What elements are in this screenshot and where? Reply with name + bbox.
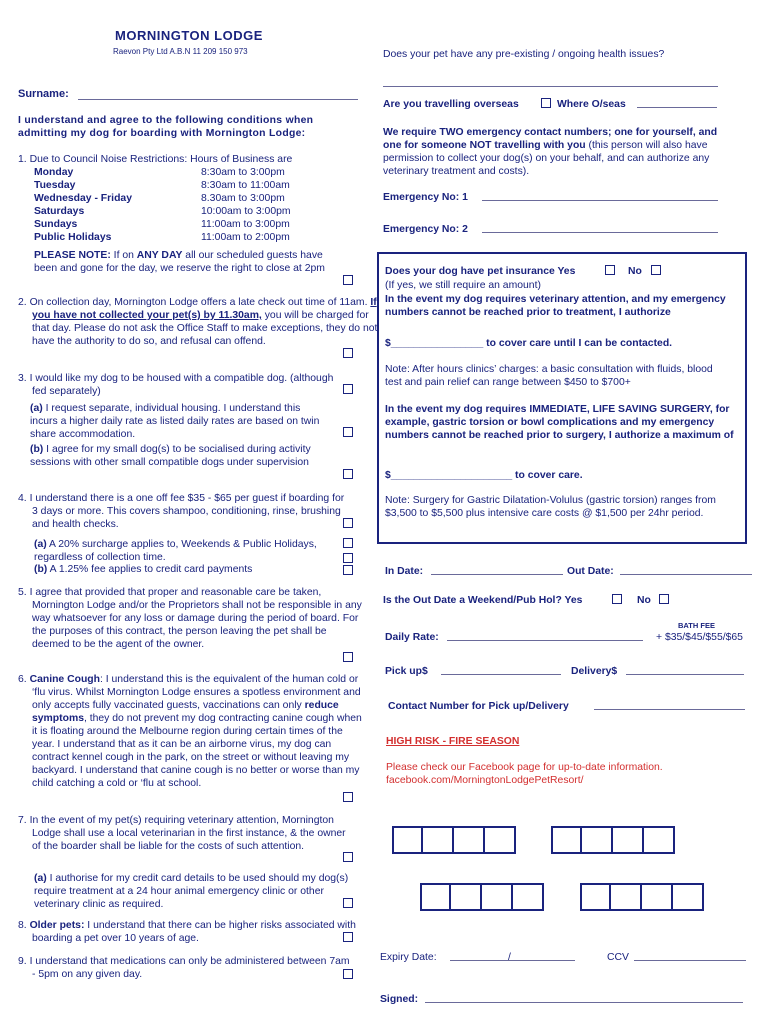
card-digit-box[interactable] (613, 826, 644, 854)
condition-4-checkbox[interactable] (343, 518, 353, 528)
card-digit-box[interactable] (673, 883, 704, 911)
facebook-note: Please check our Facebook page for up-to-date information. facebook.com/MorningtonLodgePetResort/ (386, 762, 663, 786)
card-digit-box[interactable] (392, 826, 423, 854)
vet-amount-field[interactable]: $________________ to cover care until I can be contacted. (385, 338, 673, 349)
surgery-amount-field[interactable]: $_____________________ to cover care. (385, 470, 583, 481)
card-digit-box[interactable] (420, 883, 451, 911)
emergency-2-label: Emergency No: 2 (383, 224, 468, 235)
ccv-field[interactable] (634, 960, 746, 961)
schedule-day: Wednesday - Friday (34, 193, 132, 204)
weekend-question: Is the Out Date a Weekend/Pub Hol? Yes (383, 595, 583, 606)
overseas-checkbox[interactable] (541, 98, 551, 108)
card-digit-box[interactable] (644, 826, 675, 854)
overseas-label: Are you travelling overseas (383, 99, 519, 110)
condition-5-checkbox[interactable] (343, 652, 353, 662)
condition-4b-checkbox[interactable] (343, 565, 353, 575)
intro-text: I understand and agree to the following conditions when admitting my dog for boarding with Mornington Lodge: (18, 115, 314, 139)
condition-3: 3. I would like my dog to be housed with a compatible dog. (although fed separately) (18, 373, 334, 397)
condition-3-checkbox[interactable] (343, 384, 353, 394)
schedule-hours: 8:30am to 11:00am (201, 180, 290, 191)
contact-pickup-field[interactable] (594, 709, 745, 710)
high-risk-warning: HIGH RISK - FIRE SEASON (386, 736, 520, 747)
condition-6-checkbox[interactable] (343, 792, 353, 802)
emergency-1-field[interactable] (482, 200, 718, 201)
card-digit-box[interactable] (423, 826, 454, 854)
condition-2: 2. On collection day, Mornington Lodge offers a late check out time of 11am. If you have not collected your pet(s) by 11.30am, you will be charged for that day. Please do not ask the Office Staff to make exceptions, they do not have the authority to do so, and refusal can offend. (18, 297, 378, 347)
condition-3a-checkbox[interactable] (343, 427, 353, 437)
condition-3b-checkbox[interactable] (343, 469, 353, 479)
in-date-label: In Date: (385, 566, 424, 577)
delivery-label: Delivery$ (571, 666, 618, 677)
condition-1-note: PLEASE NOTE: If on ANY DAY all our scheduled guests have been and gone for the day, we reserve the right to close at 2pm (34, 250, 325, 274)
health-field[interactable] (383, 86, 718, 87)
schedule-hours: 8.30am to 3:00pm (201, 193, 285, 204)
ccv-label: CCV (607, 952, 629, 963)
schedule-day: Monday (34, 167, 74, 178)
condition-4a-checkbox[interactable] (343, 538, 353, 548)
signed-label: Signed: (380, 994, 419, 1005)
out-date-label: Out Date: (567, 566, 614, 577)
schedule-day: Tuesday (34, 180, 76, 191)
condition-9-checkbox[interactable] (343, 969, 353, 979)
schedule-hours: 8:30am to 3:00pm (201, 167, 285, 178)
surname-field[interactable] (78, 99, 358, 100)
condition-7: 7. In the event of my pet(s) requiring veterinary attention, Mornington Lodge shall use a local veterinarian in the first instance, & the owner of the boarder shall be liable for the costs of such attention. (18, 815, 346, 852)
vet-authorize-text: In the event my dog requires veterinary attention, and my emergency numbers cannot be reached prior to treatment, I authorize (385, 294, 726, 318)
insurance-note: (If yes, we still require an amount) (385, 280, 541, 291)
bath-fee-values: + $35/$45/$55/$65 (656, 632, 743, 643)
card-digit-box[interactable] (513, 883, 544, 911)
expiry-label: Expiry Date: (380, 952, 437, 963)
insurance-question: Does your dog have pet insurance Yes (385, 266, 576, 277)
card-digit-box[interactable] (611, 883, 642, 911)
card-digit-box[interactable] (580, 883, 611, 911)
contact-pickup-label: Contact Number for Pick up/Delivery (388, 701, 569, 712)
card-digit-box[interactable] (454, 826, 485, 854)
card-number-group-4[interactable] (580, 883, 704, 911)
afterhours-note: Note: After hours clinics’ charges: a basic consultation with fluids, blood test and pain relief can range between $450 to $700+ (385, 364, 713, 388)
delivery-field[interactable] (626, 674, 744, 675)
condition-2-checkbox[interactable] (343, 348, 353, 358)
emergency-1-label: Emergency No: 1 (383, 192, 468, 203)
card-digit-box[interactable] (582, 826, 613, 854)
condition-1-checkbox[interactable] (343, 275, 353, 285)
condition-5: 5. I agree that provided that proper and reasonable care be taken, Mornington Lodge and/or the Proprietors shall not be responsible in any way whatsoever for any loss or damage during the period of board. For the purposes of this contract, the person leaving the pet shall be deemed to be the agent of the owner. (18, 587, 362, 650)
where-overseas-label: Where O/seas (557, 99, 626, 110)
hours-schedule (34, 166, 351, 244)
pickup-field[interactable] (441, 674, 561, 675)
daily-rate-label: Daily Rate: (385, 632, 439, 643)
weekend-yes-checkbox[interactable] (612, 594, 622, 604)
bath-fee-label: BATH FEE (678, 621, 715, 630)
card-number-group-2[interactable] (551, 826, 675, 854)
card-digit-box[interactable] (451, 883, 482, 911)
daily-rate-field[interactable] (447, 640, 643, 641)
schedule-hours: 11:00am to 2:00pm (201, 232, 290, 243)
emergency-2-field[interactable] (482, 232, 718, 233)
surgery-authorize-text: In the event my dog requires IMMEDIATE, LIFE SAVING SURGERY, for example, gastric torsion or bowl complications and my emergency numbers cannot be reached prior to surgery, I authorize a maximum of (385, 404, 734, 441)
schedule-hours: 10:00am to 3:00pm (201, 206, 291, 217)
condition-4b: (b) A 1.25% fee applies to credit card payments (34, 564, 253, 575)
condition-1: 1. Due to Council Noise Restrictions: Hours of Business are (18, 154, 293, 165)
condition-7a-checkbox[interactable] (343, 898, 353, 908)
insurance-yes-checkbox[interactable] (605, 265, 615, 275)
schedule-day: Sundays (34, 219, 78, 230)
surname-label: Surname: (18, 88, 69, 100)
card-digit-box[interactable] (482, 883, 513, 911)
expiry-field[interactable] (450, 960, 575, 961)
card-number-group-1[interactable] (392, 826, 516, 854)
company-info: Raevon Pty Ltd A.B.N 11 209 150 973 (113, 47, 248, 56)
insurance-no-label: No (628, 266, 642, 277)
schedule-day: Public Holidays (34, 232, 112, 243)
card-number-group-3[interactable] (420, 883, 544, 911)
weekend-no-label: No (637, 595, 651, 606)
health-question: Does your pet have any pre-existing / ongoing health issues? (383, 49, 665, 60)
schedule-day: Saturdays (34, 206, 85, 217)
condition-8: 8. Older pets: I understand that there can be higher risks associated with boarding a pet over 10 years of age. (18, 920, 356, 944)
condition-3b: (b) I agree for my small dog(s) to be socialised during activity sessions with other small compatible dogs under supervision (30, 444, 311, 468)
emergency-intro: We require TWO emergency contact numbers; one for yourself, and one for someone NOT travelling with you (this person will also have permission to collect your dog(s) on your behalf, and can authorize any veterinary treatment and costs). (383, 127, 718, 177)
weekend-no-checkbox[interactable] (659, 594, 669, 604)
condition-8-checkbox[interactable] (343, 932, 353, 942)
condition-7-checkbox[interactable] (343, 852, 353, 862)
condition-3a: (a) I request separate, individual housing. I understand this incurs a higher daily rate as listed daily rates are based on twin share accommodation. (30, 403, 320, 440)
insurance-no-checkbox[interactable] (651, 265, 661, 275)
condition-4a-checkbox-2[interactable] (343, 553, 353, 563)
in-date-field[interactable] (431, 574, 563, 575)
condition-6: 6. Canine Cough: I understand this is the equivalent of the human cold or ‘flu virus. Whilst Mornington Lodge ensures a spotless environment and only accepts fully vaccinated guests, vaccinations can only reduce symptoms, they do not prevent my dog contracting canine cough when it is floating around the Melbourne region during certain times of the year. I understand that as it can be an airborne virus, my dog can contract kennel cough in the park, on the street or without leaving my backyard. I understand that canine cough is no better or worse than my child catching a cold or ‘flu at school. (18, 674, 362, 789)
condition-4: 4. I understand there is a one off fee $35 - $65 per guest if boarding for 3 days or more. This covers shampoo, conditioning, rinse, brushing and health checks. (18, 493, 345, 530)
where-overseas-field[interactable] (637, 107, 717, 108)
condition-4a: (a) A 20% surcharge applies to, Weekends & Public Holidays, regardless of collection time. (34, 539, 317, 563)
condition-9: 9. I understand that medications can only be administered between 7am - 5pm on any given day. (18, 956, 350, 980)
card-digit-box[interactable] (485, 826, 516, 854)
card-digit-box[interactable] (642, 883, 673, 911)
surgery-note: Note: Surgery for Gastric Dilatation-Volulus (gastric torsion) ranges from $3,500 to $5,500 plus intensive care costs @ $1,500 per 24hr period. (385, 495, 716, 519)
expiry-slash: / (508, 952, 511, 963)
pickup-label: Pick up$ (385, 666, 428, 677)
out-date-field[interactable] (620, 574, 752, 575)
card-digit-box[interactable] (551, 826, 582, 854)
page-title: MORNINGTON LODGE (115, 28, 263, 43)
signature-field[interactable] (425, 1002, 743, 1003)
schedule-hours: 11:00am to 3:00pm (201, 219, 290, 230)
condition-7a: (a) I authorise for my credit card details to be used should my dog(s) require treatment at a 24 hour animal emergency clinic or other veterinary clinic as required. (34, 873, 349, 910)
